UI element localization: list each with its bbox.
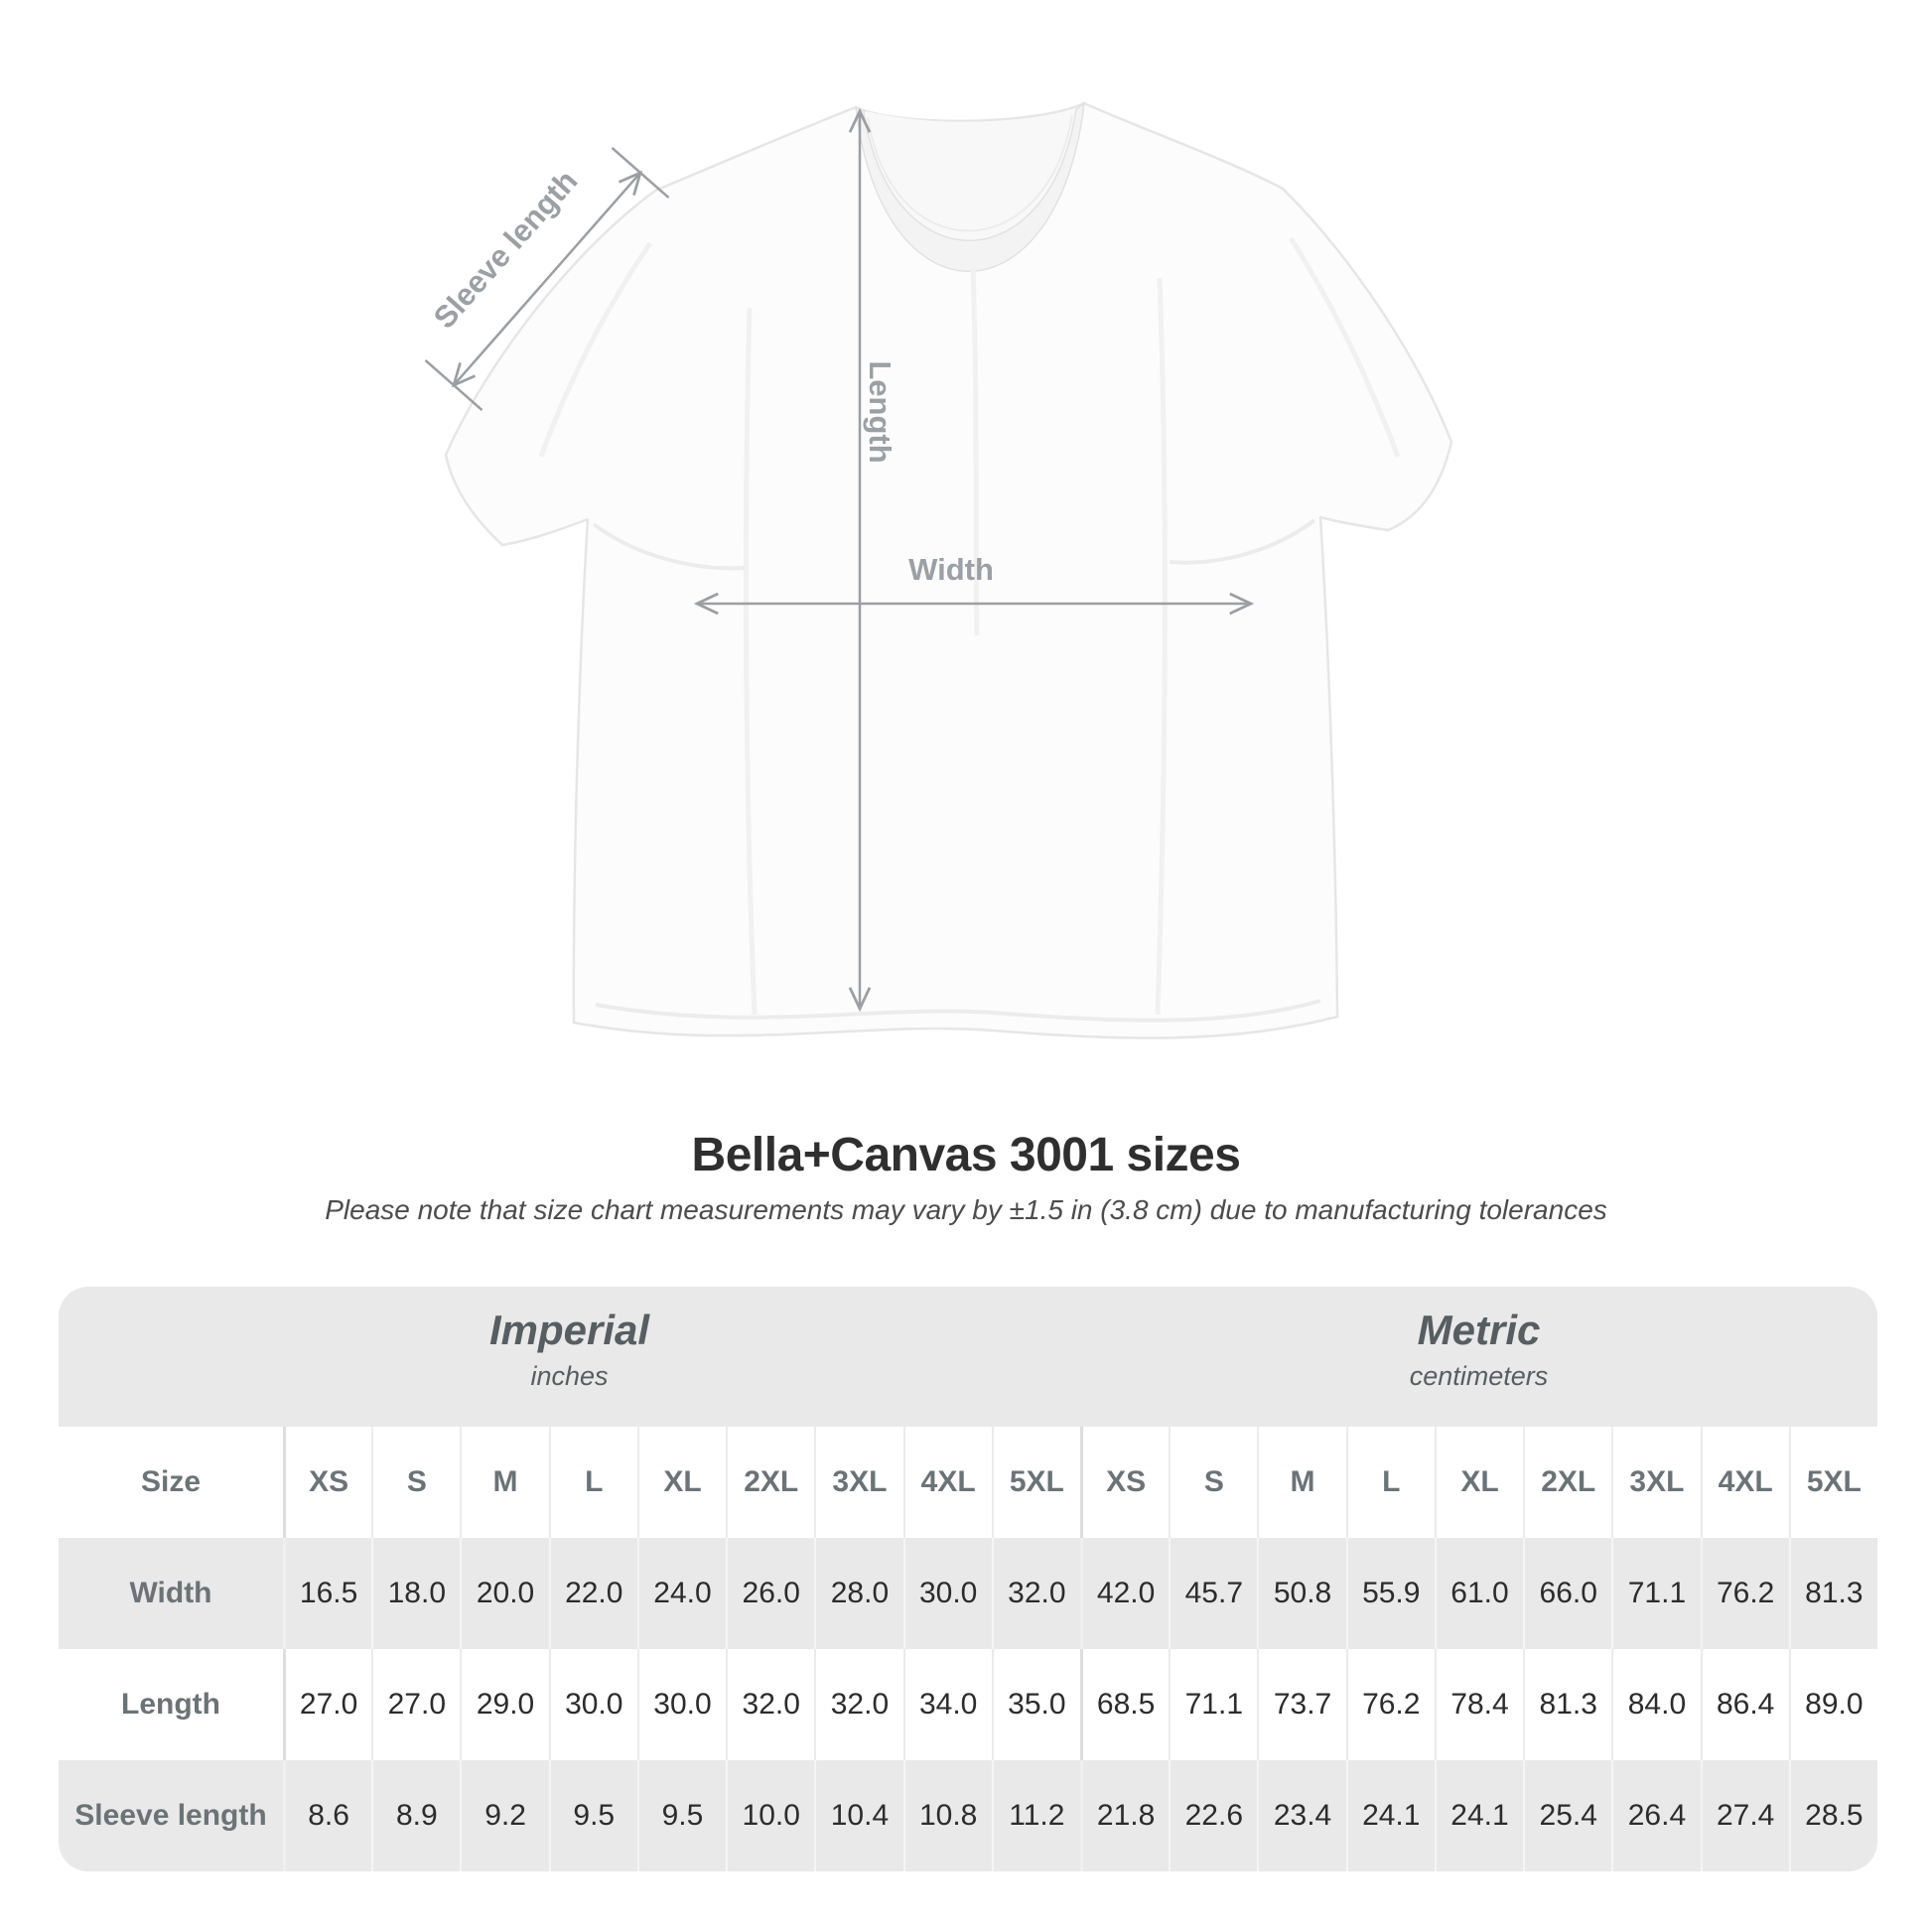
measurement-cell: 61.0 [1435, 1538, 1523, 1649]
size-column-header: Size [140, 1465, 202, 1498]
table-row-width [59, 1538, 1877, 1649]
measurement-cell: 8.6 [283, 1760, 371, 1871]
measurement-cell: 21.8 [1080, 1760, 1169, 1871]
size-header-cell: 2XL [1523, 1427, 1611, 1538]
measurement-cell: 30.0 [637, 1649, 726, 1760]
measurement-cell: 78.4 [1435, 1649, 1523, 1760]
measurement-cell: 27.0 [283, 1649, 371, 1760]
measurement-cell: 22.0 [549, 1538, 637, 1649]
metric-group-header [1080, 1287, 1877, 1427]
measurement-cell: 28.5 [1789, 1760, 1877, 1871]
size-header-cell: M [1257, 1427, 1345, 1538]
measurement-cell: 71.1 [1611, 1538, 1700, 1649]
measurement-cell: 32.0 [992, 1538, 1080, 1649]
measurement-cell: 30.0 [549, 1649, 637, 1760]
measurement-cell: 10.4 [814, 1760, 902, 1871]
row-label-sleeve-length: Sleeve length [74, 1799, 267, 1832]
unit-groups-header [59, 1287, 1877, 1427]
metric-label: Metric [1417, 1307, 1541, 1353]
measurement-cell: 68.5 [1080, 1649, 1169, 1760]
tolerance-note: Please note that size chart measurements may vary by ±1.5 in (3.8 cm) due to manufacturing tolerances [325, 1194, 1607, 1225]
size-header-cell: XL [637, 1427, 726, 1538]
size-header-cell: 5XL [992, 1427, 1080, 1538]
measurement-cell: 26.0 [726, 1538, 814, 1649]
measurement-cell: 27.4 [1701, 1760, 1789, 1871]
measurement-cell: 23.4 [1257, 1760, 1345, 1871]
sleeve-length-label: Sleeve length [426, 163, 585, 336]
measurement-cell: 20.0 [460, 1538, 548, 1649]
measurement-cell: 76.2 [1701, 1538, 1789, 1649]
size-header-cell: 3XL [1611, 1427, 1700, 1538]
size-header-cell: L [1346, 1427, 1435, 1538]
measurement-cell: 81.3 [1523, 1649, 1611, 1760]
size-header-cell: XS [1080, 1427, 1169, 1538]
measurement-cell: 71.1 [1169, 1649, 1257, 1760]
measurement-cell: 89.0 [1789, 1649, 1877, 1760]
sleeve-length-tick-top [613, 148, 669, 198]
table-row-length [59, 1649, 1877, 1760]
size-header-cell: 3XL [814, 1427, 902, 1538]
size-header-cell: S [1169, 1427, 1257, 1538]
size-table [59, 1287, 1877, 1871]
measurement-cell: 42.0 [1080, 1538, 1169, 1649]
measurement-cell: 55.9 [1346, 1538, 1435, 1649]
size-header-cell: M [460, 1427, 548, 1538]
measurement-cell: 45.7 [1169, 1538, 1257, 1649]
measurement-cell: 32.0 [814, 1649, 902, 1760]
width-label: Width [908, 552, 994, 587]
imperial-unit: inches [530, 1361, 609, 1391]
size-header-cell: S [371, 1427, 460, 1538]
measurement-cell: 32.0 [726, 1649, 814, 1760]
size-header-cell: 5XL [1789, 1427, 1877, 1538]
size-header-cell: XL [1435, 1427, 1523, 1538]
size-header-row [59, 1427, 1877, 1538]
measurement-cell: 22.6 [1169, 1760, 1257, 1871]
table-row-sleeve-length [59, 1760, 1877, 1871]
metric-unit: centimeters [1409, 1361, 1549, 1391]
measurement-cell: 9.5 [637, 1760, 726, 1871]
measurement-cell: 27.0 [371, 1649, 460, 1760]
measurement-cell: 16.5 [283, 1538, 371, 1649]
imperial-group-header [59, 1287, 1080, 1427]
row-label-width: Width [129, 1577, 212, 1609]
row-label-length: Length [121, 1688, 220, 1721]
measurement-cell: 24.0 [637, 1538, 726, 1649]
imperial-label: Imperial [488, 1307, 650, 1353]
measurement-cell: 84.0 [1611, 1649, 1700, 1760]
measurement-cell: 28.0 [814, 1538, 902, 1649]
measurement-cell: 10.0 [726, 1760, 814, 1871]
size-header-cell: L [549, 1427, 637, 1538]
measurement-cell: 26.4 [1611, 1760, 1700, 1871]
measurement-cell: 76.2 [1346, 1649, 1435, 1760]
size-header-cell: 4XL [903, 1427, 992, 1538]
measurement-cell: 73.7 [1257, 1649, 1345, 1760]
size-header-cell: 4XL [1701, 1427, 1789, 1538]
measurement-cell: 35.0 [992, 1649, 1080, 1760]
measurement-cell: 9.2 [460, 1760, 548, 1871]
measurement-cell: 66.0 [1523, 1538, 1611, 1649]
measurement-cell: 50.8 [1257, 1538, 1345, 1649]
measurement-cell: 24.1 [1346, 1760, 1435, 1871]
size-header-cell: 2XL [726, 1427, 814, 1538]
measurement-cell: 34.0 [903, 1649, 992, 1760]
measurement-cell: 86.4 [1701, 1649, 1789, 1760]
sleeve-length-tick-bottom [426, 360, 483, 410]
size-header-cell: XS [283, 1427, 371, 1538]
measurement-cell: 11.2 [992, 1760, 1080, 1871]
measurement-cell: 81.3 [1789, 1538, 1877, 1649]
measurement-cell: 10.8 [903, 1760, 992, 1871]
measurement-cell: 24.1 [1435, 1760, 1523, 1871]
length-label: Length [863, 360, 897, 464]
measurement-cell: 29.0 [460, 1649, 548, 1760]
measurement-cell: 9.5 [549, 1760, 637, 1871]
measurement-cell: 25.4 [1523, 1760, 1611, 1871]
measurement-cell: 18.0 [371, 1538, 460, 1649]
measurement-cell: 8.9 [371, 1760, 460, 1871]
page-title: Bella+Canvas 3001 sizes [691, 1129, 1241, 1181]
measurement-cell: 30.0 [903, 1538, 992, 1649]
